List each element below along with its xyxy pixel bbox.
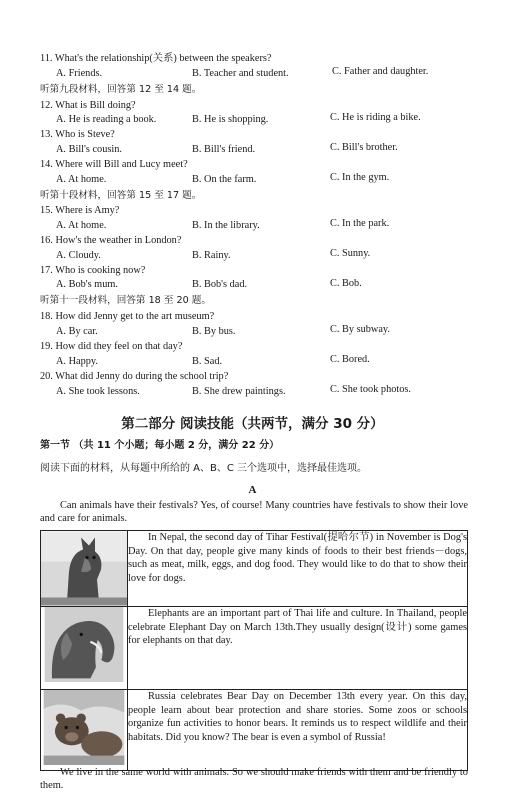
question-20: 20. What did Jenny do during the school trip?: [40, 371, 229, 382]
q18-option-c: C. By subway.: [330, 324, 390, 335]
table-row: [41, 690, 468, 771]
q18-option-b: B. By bus.: [192, 326, 236, 337]
q15-option-a: A. At home.: [56, 220, 107, 231]
elephant-photo-cell: [41, 607, 128, 690]
q17-option-a: A. Bob's mum.: [56, 279, 118, 290]
q12-option-c: C. He is riding a bike.: [330, 112, 421, 123]
dog-photo-cell: [41, 531, 128, 607]
section-1-heading: 第一节 （共 11 个小题；每小题 2 分，满分 22 分）: [40, 440, 280, 451]
festival-table: [40, 530, 468, 771]
q19-option-b: B. Sad.: [192, 356, 223, 367]
q14-option-a: A. At home.: [56, 174, 107, 185]
q16-option-a: A. Cloudy.: [56, 250, 101, 261]
question-19: 19. How did they feel on that day?: [40, 341, 183, 352]
q14-option-c: C. In the gym.: [330, 172, 390, 183]
table-row: [41, 531, 468, 607]
q20-option-a: A. She took lessons.: [56, 386, 140, 397]
q16-option-c: C. Sunny.: [330, 248, 371, 259]
question-12: 12. What is Bill doing?: [40, 100, 136, 111]
question-14: 14. Where will Bill and Lucy meet?: [40, 159, 188, 170]
bear-photo: [41, 690, 127, 765]
q16-option-b: B. Rainy.: [192, 250, 231, 261]
section-9-instruction: 听第九段材料，回答第 12 至 14 题。: [40, 84, 202, 95]
q19-option-a: A. Happy.: [56, 356, 98, 367]
question-11: 11. What's the relationship(关系) between the speakers?: [40, 53, 272, 64]
q14-option-b: B. On the farm.: [192, 174, 257, 185]
table-row: [41, 607, 468, 690]
q11-option-c: C. Father and daughter.: [332, 66, 429, 77]
q20-option-c: C. She took photos.: [330, 384, 411, 395]
q11-option-b: B. Teacher and student.: [192, 68, 289, 79]
passage-closing: We live in the same world with animals. So we should make friends with them and be friendly to them.: [40, 767, 468, 792]
q17-option-b: B. Bob's dad.: [192, 279, 248, 290]
elephant-photo: [41, 607, 127, 682]
elephant-day-text: Elephants are an important part of Thai life and culture. In Thailand, people celebrate Elephant Day on March 13th.They usually design(设计) some games for elephants on that day.: [128, 607, 468, 690]
question-15: 15. Where is Amy?: [40, 205, 120, 216]
dog-day-text: In Nepal, the second day of Tihar Festival(提哈尔节) in November is Dog's Day. On that day, people give many kinds of foods to their best friends－dogs, such as meat, milk, eggs, and dog food. They would like to do that to show their love for dogs.: [128, 531, 468, 607]
question-17: 17. Who is cooking now?: [40, 265, 146, 276]
section-10-instruction: 听第十段材料，回答第 15 至 17 题。: [40, 190, 202, 201]
q13-option-a: A. Bill's cousin.: [56, 144, 122, 155]
passage-intro: Can animals have their festivals? Yes, of course! Many countries have festivals to show their love and care for animals.: [40, 500, 468, 525]
q15-option-c: C. In the park.: [330, 218, 390, 229]
q20-option-b: B. She drew paintings.: [192, 386, 286, 397]
reading-instruction: 阅读下面的材料，从每题中所给的 A、B、C 三个选项中，选择最佳选项。: [40, 463, 368, 474]
q13-option-c: C. Bill's brother.: [330, 142, 398, 153]
q18-option-a: A. By car.: [56, 326, 98, 337]
bear-day-text: Russia celebrates Bear Day on December 13th every year. On this day, people learn about bear protection and share stories. Some zoos or schools organize fun activities to honor bears. It reminds us to respect wildlife and their habitats. Did you know? The bear is even a symbol of Russia!: [128, 690, 468, 771]
section-11-instruction: 听第十一段材料，回答第 18 至 20 题。: [40, 295, 211, 306]
passage-label: A: [248, 484, 257, 496]
q19-option-c: C. Bored.: [330, 354, 370, 365]
q17-option-c: C. Bob.: [330, 278, 362, 289]
q15-option-b: B. In the library.: [192, 220, 260, 231]
q13-option-b: B. Bill's friend.: [192, 144, 256, 155]
q12-option-b: B. He is shopping.: [192, 114, 269, 125]
question-13: 13. Who is Steve?: [40, 129, 115, 140]
bear-photo-cell: [41, 690, 128, 771]
question-16: 16. How's the weather in London?: [40, 235, 182, 246]
q12-option-a: A. He is reading a book.: [56, 114, 157, 125]
question-18: 18. How did Jenny get to the art museum?: [40, 311, 215, 322]
part-2-title: 第二部分 阅读技能（共两节，满分 30 分）: [121, 416, 384, 432]
q11-option-a: A. Friends.: [56, 68, 103, 79]
dog-photo: [41, 531, 127, 606]
